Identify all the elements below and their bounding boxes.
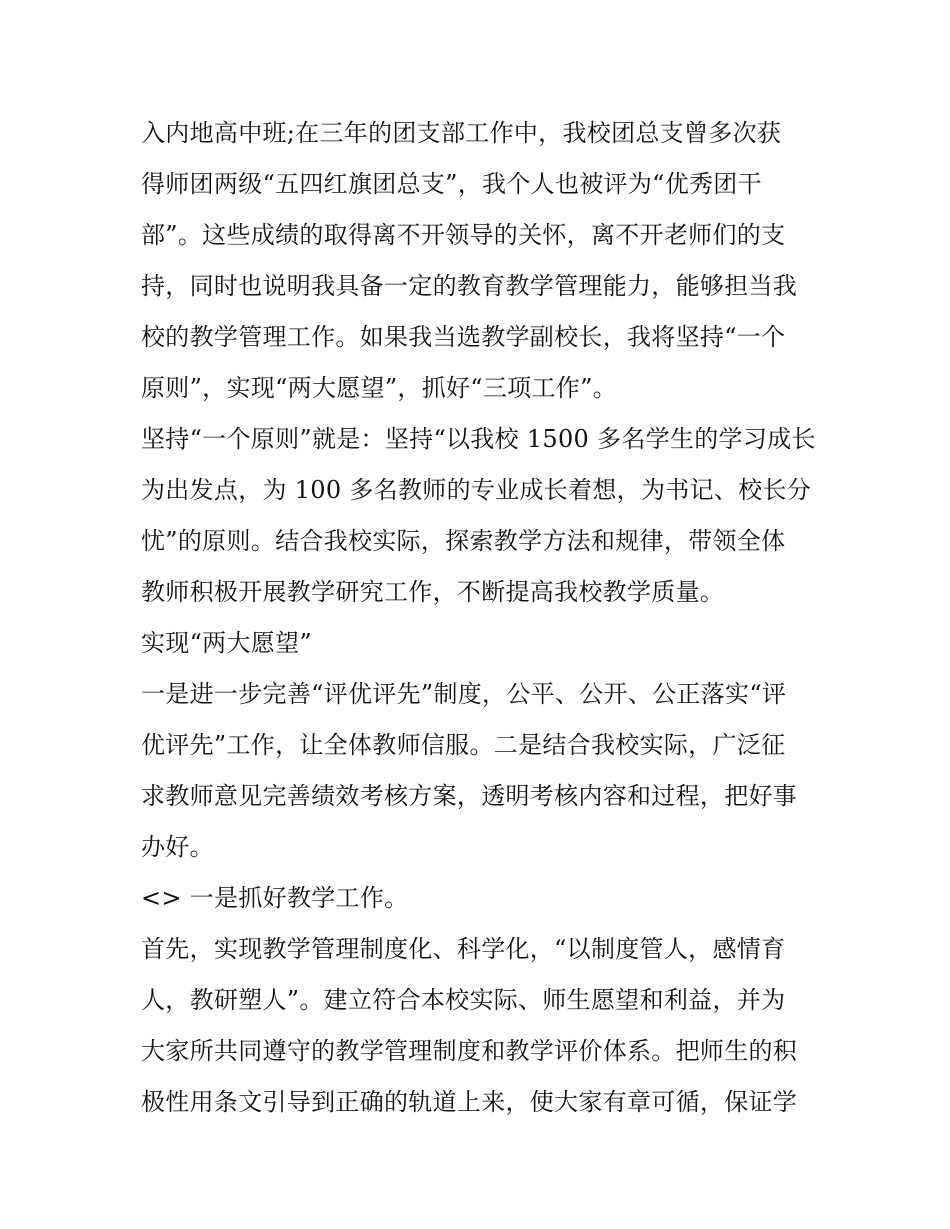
text-line: 得师团两级“五四红旗团总支”，我个人也被评为“优秀团干	[141, 170, 762, 198]
text-line: 人，教研塑人”。建立符合本校实际、师生愿望和利益，并为	[141, 986, 786, 1014]
text-line: 部”。这些成绩的取得离不开领导的关怀，离不开老师们的支	[141, 221, 786, 249]
text-line: 求教师意见完善绩效考核方案，透明考核内容和过程，把好事	[141, 782, 798, 810]
text-line: 入内地高中班;在三年的团支部工作中，我校团总支曾多次获	[141, 119, 782, 147]
section-heading: 实现“两大愿望”	[141, 629, 312, 657]
text-line: 教师积极开展教学研究工作，不断提高我校教学质量。	[141, 578, 725, 606]
text-line: 首先，实现教学管理制度化、科学化，“以制度管人，感情育	[141, 935, 786, 963]
text-line: 校的教学管理工作。如果我当选教学副校长，我将坚持“一个	[141, 323, 786, 351]
text-line: 原则”，实现“两大愿望”，抓好“三项工作”。	[141, 374, 617, 402]
text-line: 一是进一步完善“评优评先”制度，公平、公开、公正落实“评	[141, 680, 787, 708]
section-heading: <> 一是抓好教学工作。	[141, 884, 409, 912]
text-line: 办好。	[141, 833, 214, 861]
text-line: 极性用条文引导到正确的轨道上来，使大家有章可循，保证学	[141, 1088, 798, 1116]
text-line: 优评先”工作，让全体教师信服。二是结合我校实际，广泛征	[141, 731, 786, 759]
document-body	[141, 108, 821, 1128]
text-line: 忧”的原则。结合我校实际，探索教学方法和规律，带领全体	[141, 527, 786, 555]
text-line: 坚持“一个原则”就是：坚持“以我校 1500 多名学生的学习成长	[141, 425, 816, 453]
text-line: 持，同时也说明我具备一定的教育教学管理能力，能够担当我	[141, 272, 798, 300]
text-line: 为出发点，为 100 多名教师的专业成长着想，为书记、校长分	[141, 476, 812, 504]
text-line: 大家所共同遵守的教学管理制度和教学评价体系。把师生的积	[141, 1037, 798, 1065]
